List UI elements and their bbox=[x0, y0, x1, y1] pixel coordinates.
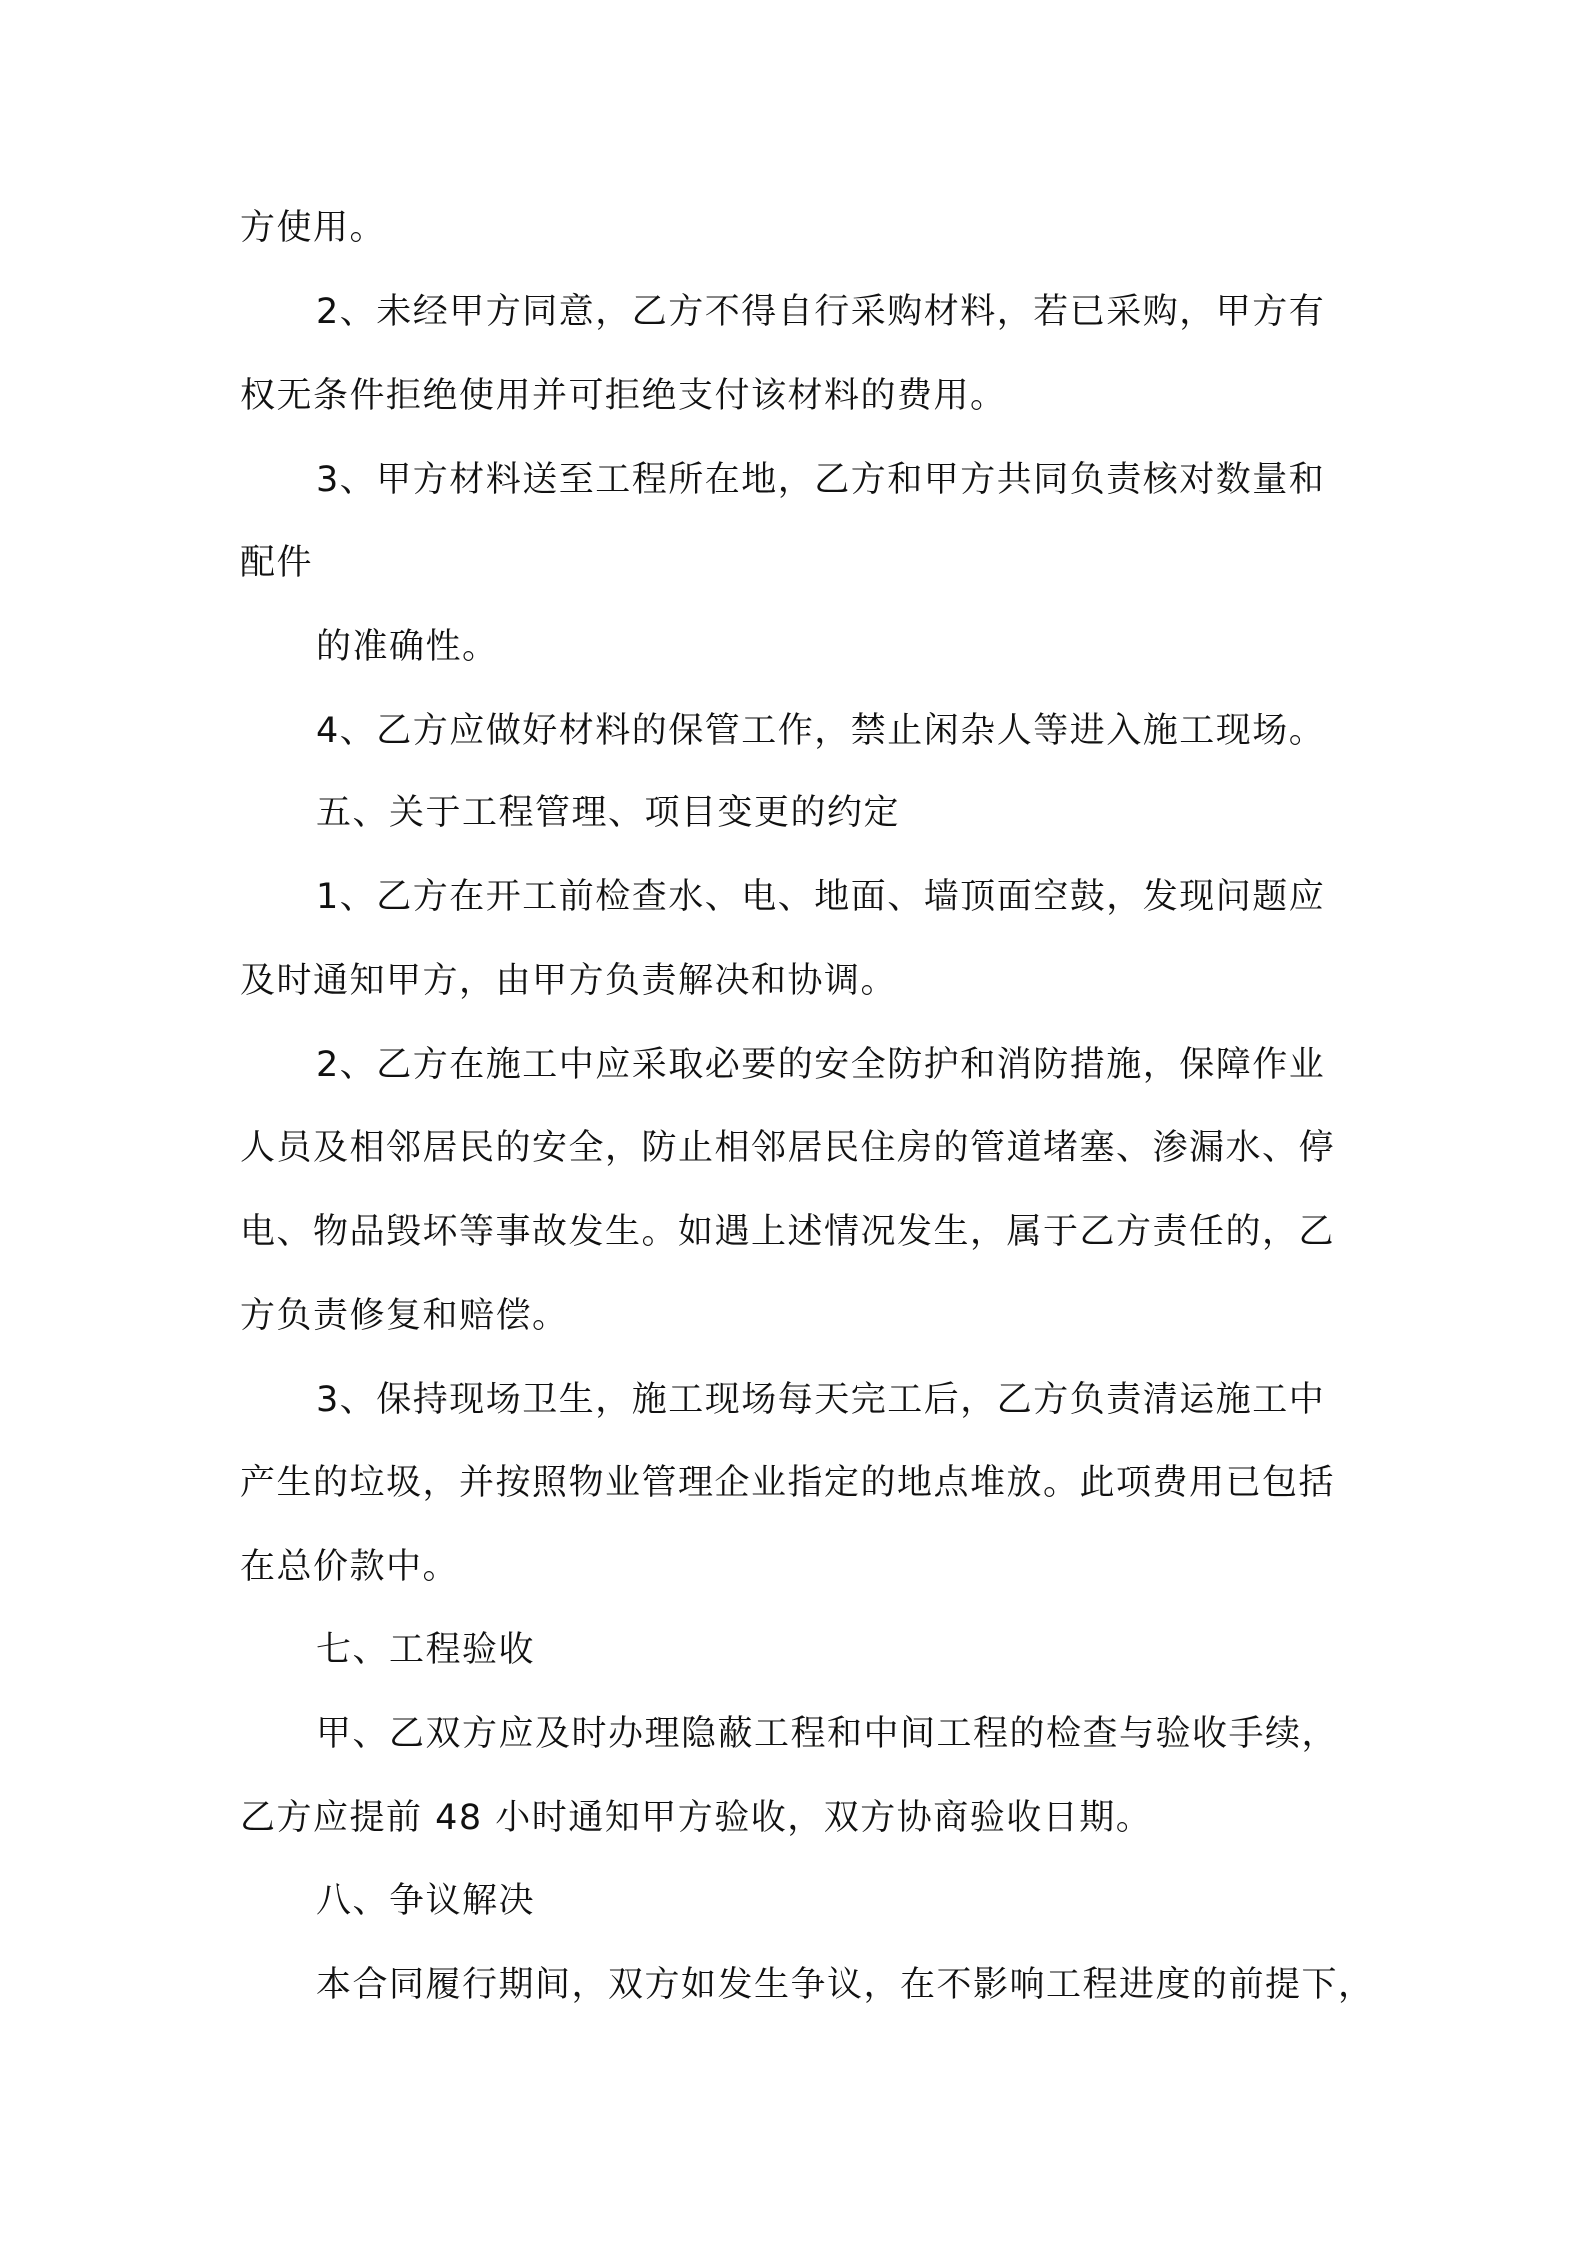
text-line: 2、未经甲方同意，乙方不得自行采购材料，若已采购，甲方有 bbox=[316, 292, 1326, 332]
text-line: 方负责修复和赔偿。 bbox=[240, 1296, 569, 1336]
text-line: 电、物品毁坏等事故发生。如遇上述情况发生，属于乙方责任的，乙 bbox=[240, 1212, 1336, 1252]
text-line: 产生的垃圾，并按照物业管理企业指定的地点堆放。此项费用已包括 bbox=[240, 1463, 1336, 1503]
text-line: 人员及相邻居民的安全，防止相邻居民住房的管道堵塞、渗漏水、停 bbox=[240, 1128, 1336, 1168]
text-line: 1、乙方在开工前检查水、电、地面、墙顶面空鼓，发现问题应 bbox=[316, 877, 1326, 917]
text-line: 方使用。 bbox=[240, 208, 387, 248]
text-line: 4、乙方应做好材料的保管工作，禁止闲杂人等进入施工现场。 bbox=[316, 711, 1326, 751]
section-heading: 七、工程验收 bbox=[316, 1630, 536, 1670]
text-line: 及时通知甲方，由甲方负责解决和协调。 bbox=[240, 961, 898, 1001]
text-line: 配件 bbox=[240, 543, 314, 583]
section-heading: 五、关于工程管理、项目变更的约定 bbox=[316, 793, 901, 833]
text-line: 3、保持现场卫生，施工现场每天完工后，乙方负责清运施工中 bbox=[316, 1380, 1326, 1420]
text-line: 乙方应提前 48 小时通知甲方验收，双方协商验收日期。 bbox=[240, 1798, 1153, 1838]
section-heading: 八、争议解决 bbox=[316, 1881, 536, 1921]
text-line: 本合同履行期间，双方如发生争议，在不影响工程进度的前提下， bbox=[316, 1965, 1375, 2005]
text-line: 2、乙方在施工中应采取必要的安全防护和消防措施，保障作业 bbox=[316, 1045, 1326, 1085]
text-line: 3、甲方材料送至工程所在地，乙方和甲方共同负责核对数量和 bbox=[316, 460, 1326, 500]
text-line: 甲、乙双方应及时办理隐蔽工程和中间工程的检查与验收手续， bbox=[316, 1714, 1339, 1754]
text-line: 权无条件拒绝使用并可拒绝支付该材料的费用。 bbox=[240, 376, 1007, 416]
text-line: 的准确性。 bbox=[316, 627, 499, 667]
text-line: 在总价款中。 bbox=[240, 1547, 460, 1587]
